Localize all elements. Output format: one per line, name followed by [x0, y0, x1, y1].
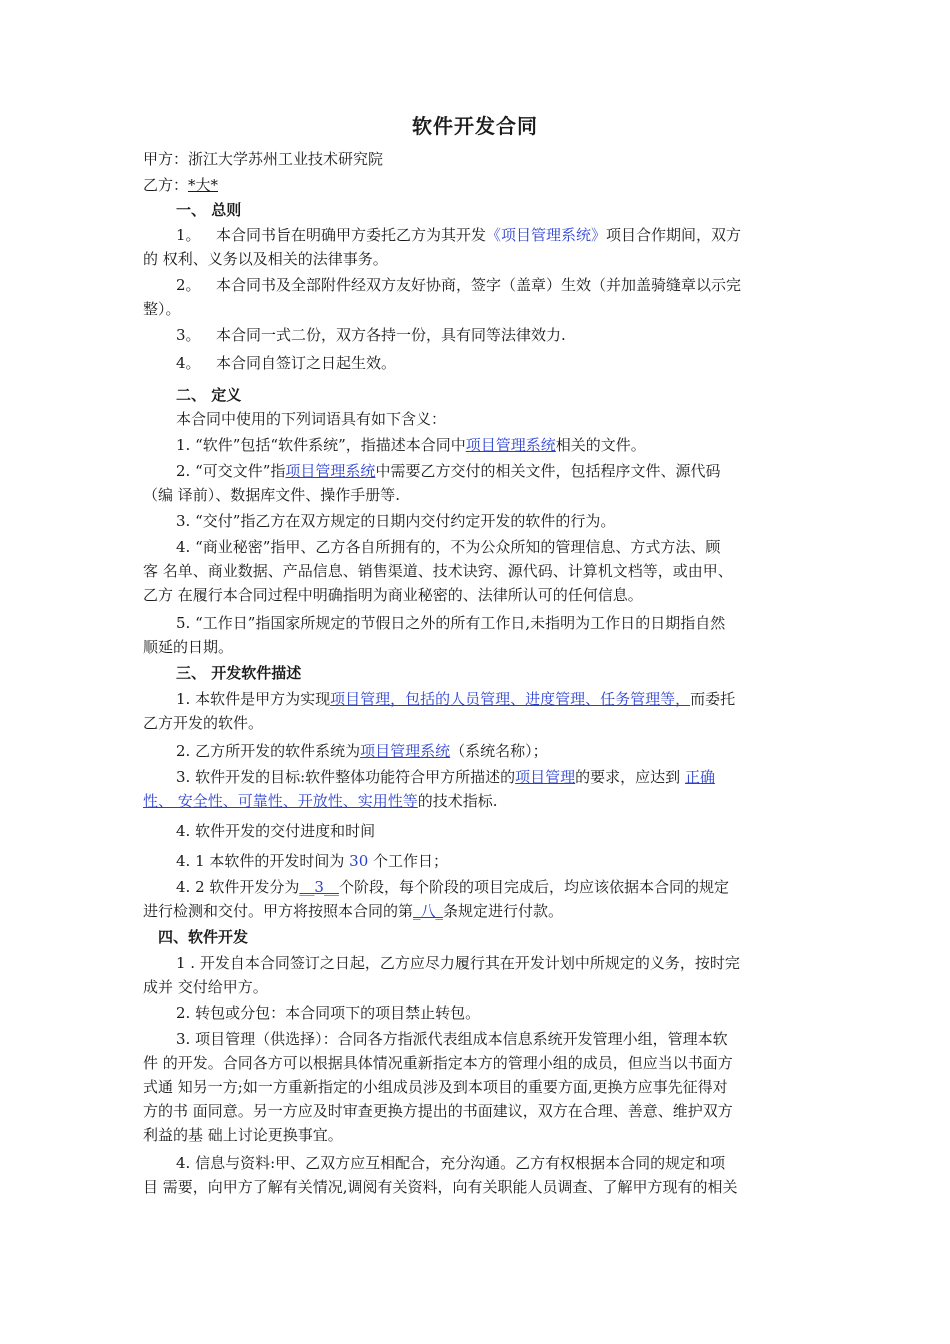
s2-def-4-line-2: 客 名单、商业数据、产品信息、销售渠道、技术诀窍、源代码、计算机文档等，或由甲、	[143, 562, 733, 580]
s4-para-4-line-2: 目 需要，向甲方了解有关情况,调阅有关资料，向有关职能人员调查、了解甲方现有的相关	[143, 1178, 738, 1196]
section-1-heading: 一、 总则	[176, 201, 242, 219]
s2-def-5-line-2: 顺延的日期。	[143, 638, 234, 656]
s2-def-2-line-1: 2. “可交文件”指项目管理系统中需要乙方交付的相关文件，包括程序文件、源代码	[176, 462, 721, 480]
s3-para-1-line-2: 乙方开发的软件。	[143, 714, 264, 732]
section-4-heading: 四、软件开发	[158, 928, 249, 946]
section-2-heading: 二、 定义	[176, 386, 242, 404]
s3-para-4: 4. 软件开发的交付进度和时间	[176, 822, 376, 840]
s3-para-3-link-2: 正确	[684, 768, 715, 786]
s3-para-4-2-line-1: 4. 2 软件开发分为__3__个阶段，每个阶段的项目完成后，均应该依据本合同的规定	[176, 878, 729, 896]
s1-item-1-line-2: 的 权利、义务以及相关的法律事务。	[143, 250, 388, 268]
s3-para-1-link: 项目管理，包括的人员管理、进度管理、任务管理等，	[330, 690, 691, 708]
s2-def-4-line-3: 乙方 在履行本合同过程中明确指明为商业秘密的、法律所认可的任何信息。	[143, 586, 643, 604]
s4-para-3-line-5: 利益的基 础上讨论更换事宜。	[143, 1126, 343, 1144]
s2-def-5-line-1: 5. “工作日”指国家所规定的节假日之外的所有工作日,未指明为工作日的日期指自然	[176, 614, 726, 632]
s4-para-3-line-1: 3. 项目管理（供选择）：合同各方指派代表组成本信息系统开发管理小组，管理本软	[176, 1030, 728, 1048]
s2-def-3: 3. “交付”指乙方在双方规定的日期内交付约定开发的软件的行为。	[176, 512, 616, 530]
s2-def-1: 1. “软件”包括“软件系统”，指描述本合同中项目管理系统相关的文件。	[176, 436, 646, 454]
document-title: 软件开发合同	[412, 114, 538, 138]
s2-intro: 本合同中使用的下列词语具有如下含义：	[176, 410, 447, 428]
s3-para-3-link-3: 性、 安全性、可靠性、开放性、实用性等	[143, 792, 418, 810]
s2-def-2-line-2: （编 译前）、数据库文件、操作手册等.	[143, 486, 401, 504]
s1-item-3: 3。 本合同一式二份，双方各持一份，具有同等法律效力.	[176, 326, 566, 344]
dev-days-value: 30	[349, 852, 369, 870]
s4-para-3-line-4: 方的书 面同意。另一方应及时审查更换方提出的书面建议，双方在合理、善意、维护双方	[143, 1102, 733, 1120]
s2-def-2-link: 项目管理系统	[285, 462, 376, 480]
s4-para-3-line-3: 式通 知另一方;如一方重新指定的小组成员涉及到本项目的重要方面,更换方应事先征得对	[143, 1078, 728, 1096]
s4-para-1-line-1: 1 . 开发自本合同签订之日起，乙方应尽力履行其在开发计划中所规定的义务，按时完	[176, 954, 740, 972]
s1-item-2-line-1: 2。 本合同书及全部附件经双方友好协商，签字（盖章）生效（并加盖骑缝章以示完	[176, 276, 742, 294]
party-b	[143, 174, 823, 196]
party-a: 甲方：浙江大学苏州工业技术研究院	[143, 150, 384, 168]
s4-para-2: 2. 转包或分包：本合同项下的项目禁止转包。	[176, 1004, 481, 1022]
s3-para-2-link: 项目管理系统	[360, 742, 451, 760]
s1-item-1-line-1: 1。 本合同书旨在明确甲方委托乙方为其开发《项目管理系统》项目合作期间，双方	[176, 226, 742, 244]
party-b-label: 乙方：	[143, 176, 189, 194]
s1-item-4: 4。 本合同自签订之日起生效。	[176, 354, 397, 372]
party-b-name: *大*	[188, 176, 219, 194]
s3-para-2: 2. 乙方所开发的软件系统为项目管理系统（系统名称）；	[176, 742, 548, 760]
s2-def-4-line-1: 4. “商业秘密”指甲、乙方各自所拥有的，不为公众所知的管理信息、方式方法、顾	[176, 538, 721, 556]
s3-para-3-link-1: 项目管理	[515, 768, 576, 786]
s3-para-3-line-2: 性、 安全性、可靠性、开放性、实用性等的技术指标.	[143, 792, 498, 810]
s3-para-4-1: 4. 1 本软件的开发时间为 30 个工作日；	[176, 852, 449, 870]
s4-para-4-line-1: 4. 信息与资料:甲、乙双方应互相配合，充分沟通。乙方有权根据本合同的规定和项	[176, 1154, 726, 1172]
stage-count-value: __3__	[299, 878, 339, 896]
section-3-heading: 三、 开发软件描述	[176, 664, 302, 682]
s2-def-1-link: 项目管理系统	[465, 436, 556, 454]
s4-para-3-line-2: 件 的开发。合同各方可以根据具体情况重新指定本方的管理小组的成员，但应当以书面方	[143, 1054, 733, 1072]
payment-clause-value: _八_	[413, 902, 444, 920]
s3-para-3-line-1: 3. 软件开发的目标:软件整体功能符合甲方所描述的项目管理的要求，应达到 正确	[176, 768, 715, 786]
s1-item-1-link: 《项目管理系统》	[486, 226, 607, 244]
s3-para-1-line-1: 1. 本软件是甲方为实现项目管理，包括的人员管理、进度管理、任务管理等，而委托	[176, 690, 736, 708]
s1-item-2-line-2: 整）。	[143, 300, 181, 318]
s3-para-4-2-line-2: 进行检测和交付。甲方将按照本合同的第_八_条规定进行付款。	[143, 902, 564, 920]
s4-para-1-line-2: 成并 交付给甲方。	[143, 978, 268, 996]
